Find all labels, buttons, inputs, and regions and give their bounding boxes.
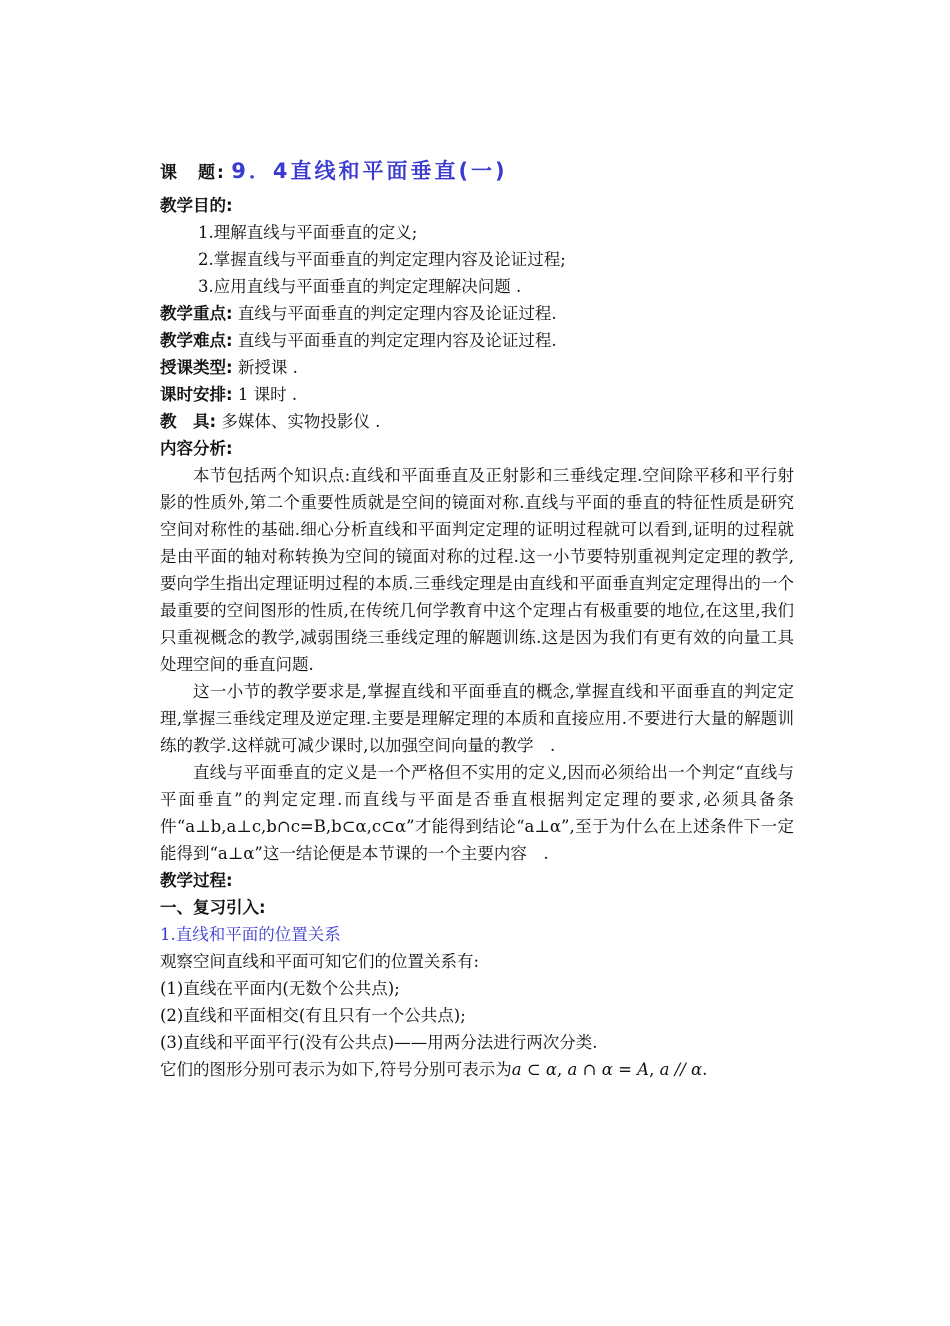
objective-item: 2.掌握直线与平面垂直的判定定理内容及论证过程; <box>198 250 566 269</box>
title-row <box>160 150 794 192</box>
tools-label: 教 具: <box>160 412 217 431</box>
symbol-intersect: a ∩ α = A <box>567 1060 650 1079</box>
difficulty-label: 教学难点: <box>160 331 233 350</box>
symbol-in-plane: a ⊂ α <box>511 1060 558 1079</box>
analysis-body <box>160 462 794 867</box>
symbols-row: 它们的图形分别可表示为如下,符号分别可表示为a ⊂ α, a ∩ α = A, a // α. <box>160 1060 708 1079</box>
symbol-parallel: a // α <box>659 1060 703 1079</box>
subsection-heading: 1.直线和平面的位置关系 <box>160 925 341 944</box>
lesson-type-row <box>160 354 794 381</box>
schedule-text: 1 课时 . <box>237 385 298 404</box>
lesson-type-label: 授课类型: <box>160 358 233 377</box>
schedule-row <box>160 381 794 408</box>
objective-item: 3.应用直线与平面垂直的判定定理解决问题 . <box>198 277 522 296</box>
objectives-label: 教学目的: <box>160 196 233 215</box>
difficulty-row <box>160 327 794 354</box>
lesson-title: 9．4直线和平面垂直(一) <box>231 159 508 183</box>
schedule-label: 课时安排: <box>160 385 233 404</box>
title-label: 课 题: <box>160 163 226 183</box>
analysis-label: 内容分析: <box>160 439 233 458</box>
analysis-paragraph: 本节包括两个知识点:直线和平面垂直及正射影和三垂线定理.空间除平移和平行射影的性质外,第二个重要性质就是空间的镜面对称.直线与平面的垂直的特征性质是研究空间对称性的基础.细心分析直线和平面判定定理的证明过程就可以看到,证明的过程就是由平面的轴对称转换为空间的镜面对称的过程.这一小节要特别重视判定定理的教学,要向学生指出定理证明过程的本质.三垂线定理是由直线和平面垂直判定定理得出的一个最重要的空间图形的性质,在传统几何学教育中这个定理占有极重要的地位,在这里,我们只重视概念的教学,减弱围绕三垂线定理的解题训练.这是因为我们有更有效的向量工具处理空间的垂直问题. <box>160 466 794 674</box>
tools-text: 多媒体、实物投影仪 . <box>221 412 381 431</box>
process-label: 教学过程: <box>160 871 233 890</box>
difficulty-text: 直线与平面垂直的判定定理内容及论证过程. <box>237 331 557 350</box>
key-point-text: 直线与平面垂直的判定定理内容及论证过程. <box>237 304 557 323</box>
section-heading: 一、复习引入: <box>160 898 266 917</box>
analysis-paragraph: 这一小节的教学要求是,掌握直线和平面垂直的概念,掌握直线和平面垂直的判定定理,掌握三垂线定理及逆定理.主要是理解定理的本质和直接应用.不要进行大量的解题训练的教学.这样就可减少课时,以加强空间向量的教学 . <box>160 682 794 755</box>
key-point-row <box>160 300 794 327</box>
case-item: (2)直线和平面相交(有且只有一个公共点); <box>160 1006 466 1025</box>
symbols-text: 它们的图形分别可表示为如下,符号分别可表示为 <box>160 1060 512 1079</box>
analysis-paragraph: 直线与平面垂直的定义是一个严格但不实用的定义,因而必须给出一个判定“直线与平面垂直”的判定定理.而直线与平面是否垂直根据判定定理的要求,必须具备条件“a⊥b,a⊥c,b∩c=B,b⊂α,c⊂α”才能得到结论“a⊥α”,至于为什么在上述条件下一定能得到“a⊥α”这一结论便是本节课的一个主要内容 . <box>160 763 794 863</box>
case-item: (3)直线和平面平行(没有公共点)——用两分法进行两次分类. <box>160 1033 598 1052</box>
lesson-plan-page <box>160 150 794 1083</box>
objective-item: 1.理解直线与平面垂直的定义; <box>198 223 418 242</box>
case-item: (1)直线在平面内(无数个公共点); <box>160 979 400 998</box>
lesson-type-text: 新授课 . <box>237 358 298 377</box>
key-point-label: 教学重点: <box>160 304 233 323</box>
tools-row <box>160 408 794 435</box>
intro-text: 观察空间直线和平面可知它们的位置关系有: <box>160 952 480 971</box>
